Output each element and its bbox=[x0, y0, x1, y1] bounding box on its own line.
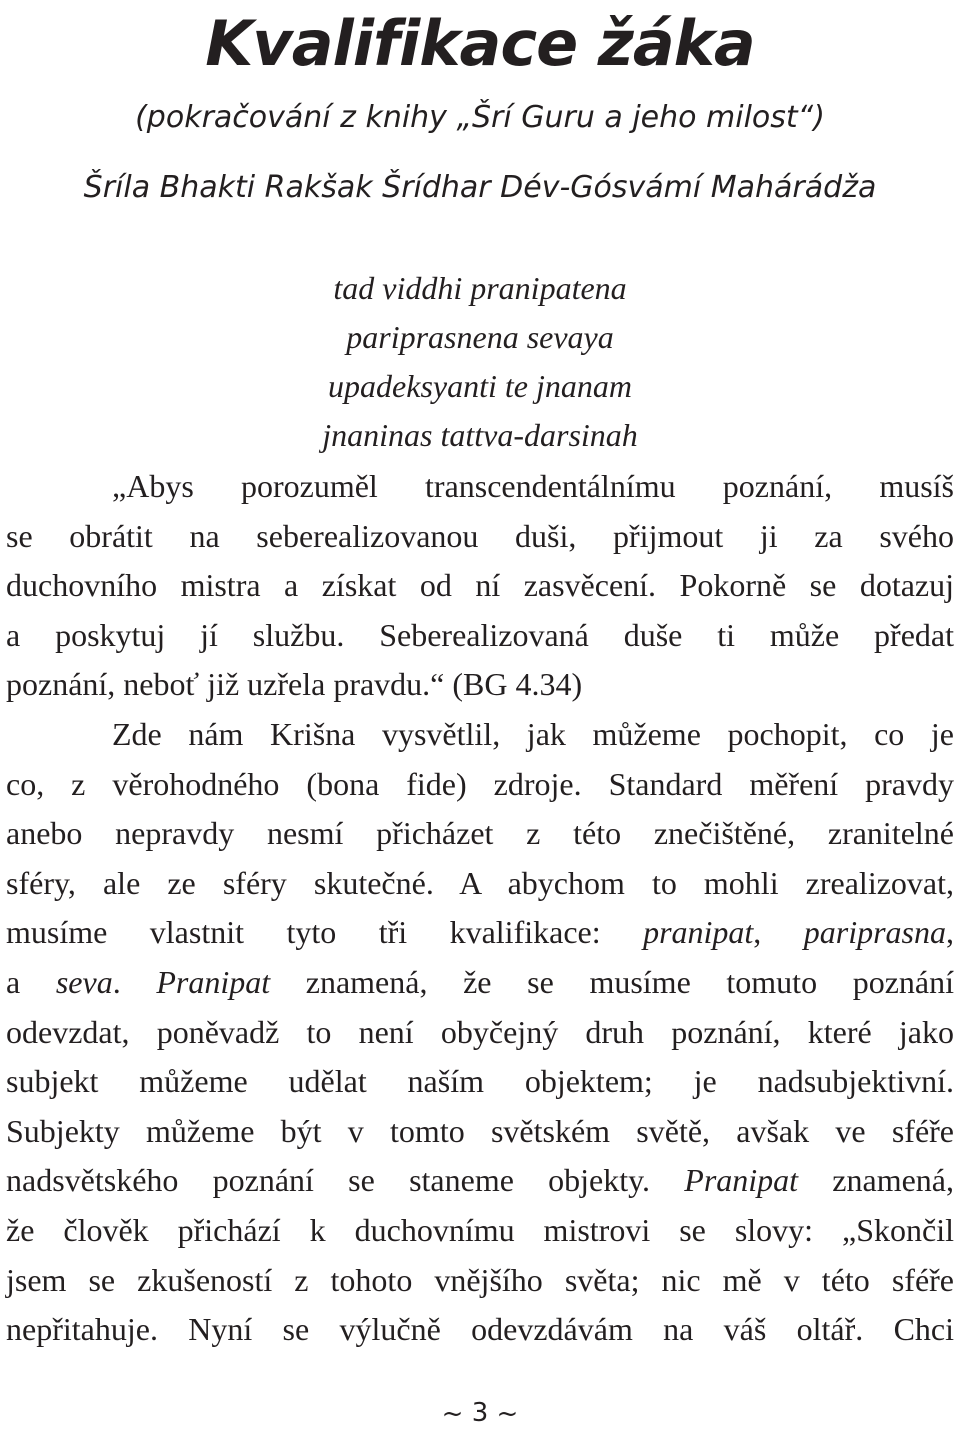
text-run: nadsvětského poznání se staneme objekty. bbox=[6, 1162, 685, 1199]
paragraph-line: sféry, ale ze sféry skutečné. A abychom to mohli zrealizovat, bbox=[6, 864, 954, 901]
italic-term: seva bbox=[55, 963, 113, 1000]
paragraph-line: co, z věrohodného (bona fide) zdroje. Standard měření pravdy bbox=[6, 765, 954, 802]
tilde-ornament-icon: ~ bbox=[441, 1398, 464, 1429]
paragraph-line: subjekt můžeme udělat naším objektem; je nadsubjektivní. bbox=[6, 1063, 954, 1100]
page-title: Kvalifikace žáka bbox=[205, 7, 755, 80]
text-run: , bbox=[753, 914, 804, 951]
translation-line: „Abys porozuměl transcendentálnímu poznání, musíš bbox=[112, 468, 954, 504]
translation-line: poznání, neboť již uzřela pravdu.“ (BG 4.34) bbox=[6, 666, 583, 703]
text-run: musíme vlastnit tyto tři kvalifikace: bbox=[6, 914, 644, 951]
text-run: znamená, bbox=[798, 1162, 954, 1199]
italic-term: Pranipat bbox=[684, 1162, 799, 1199]
verse-line: tad viddhi pranipatena bbox=[333, 270, 627, 306]
paragraph-line: odevzdat, poněvadž to není obyčejný druh poznání, které jako bbox=[6, 1013, 954, 1050]
paragraph-line bbox=[6, 1156, 954, 1206]
text-run: . bbox=[112, 963, 157, 1000]
verse-line: upadeksyanti te jnanam bbox=[328, 368, 632, 404]
page-number-value: 3 bbox=[471, 1398, 489, 1428]
italic-term: pariprasna bbox=[803, 914, 946, 951]
paragraph-line: jsem se zkušeností z tohoto vnějšího světa; nic mě v této sféře bbox=[6, 1261, 954, 1298]
body-text bbox=[6, 462, 954, 1355]
subtitle: (pokračování z knihy „Šrí Guru a jeho milost“) bbox=[135, 100, 825, 135]
italic-term: Pranipat bbox=[156, 963, 271, 1000]
paragraph-line: anebo nepravdy nesmí přicházet z této znečištěné, zranitelné bbox=[6, 815, 954, 852]
verse-line: pariprasnena sevaya bbox=[346, 319, 614, 355]
translation-line: duchovního mistra a získat od ní zasvěcení. Pokorně se dotazuj bbox=[6, 567, 954, 604]
tilde-ornament-icon: ~ bbox=[496, 1398, 519, 1429]
text-run: znamená, že se musíme tomuto poznání bbox=[270, 963, 955, 1000]
verse-line: jnaninas tattva-darsinah bbox=[322, 417, 638, 453]
text-run: , bbox=[946, 914, 954, 951]
text-run: a bbox=[6, 963, 56, 1000]
author-name: Šríla Bhakti Rakšak Šrídhar Dév-Gósvámí Mahárádža bbox=[83, 170, 877, 205]
paragraph-line bbox=[6, 908, 954, 958]
paragraph-line: nepřitahuje. Nyní se výlučně odevzdávám na váš oltář. Chci bbox=[6, 1311, 954, 1348]
translation-line: se obrátit na seberealizovanou duši, přijmout ji za svého bbox=[6, 517, 954, 554]
paragraph-line: Zde nám Krišna vysvětlil, jak můžeme pochopit, co je bbox=[112, 715, 954, 752]
translation-line: a poskytuj jí službu. Seberealizovaná duše ti může předat bbox=[6, 616, 954, 653]
page-number bbox=[0, 1398, 960, 1429]
paragraph-line: Subjekty můžeme být v tomto světském světě, avšak ve sféře bbox=[6, 1112, 954, 1149]
paragraph-line: že člověk přichází k duchovnímu mistrovi se slovy: „Skončil bbox=[6, 1211, 954, 1248]
italic-term: pranipat bbox=[643, 914, 754, 951]
sanskrit-verse bbox=[0, 264, 960, 460]
paragraph-line bbox=[6, 958, 954, 1008]
